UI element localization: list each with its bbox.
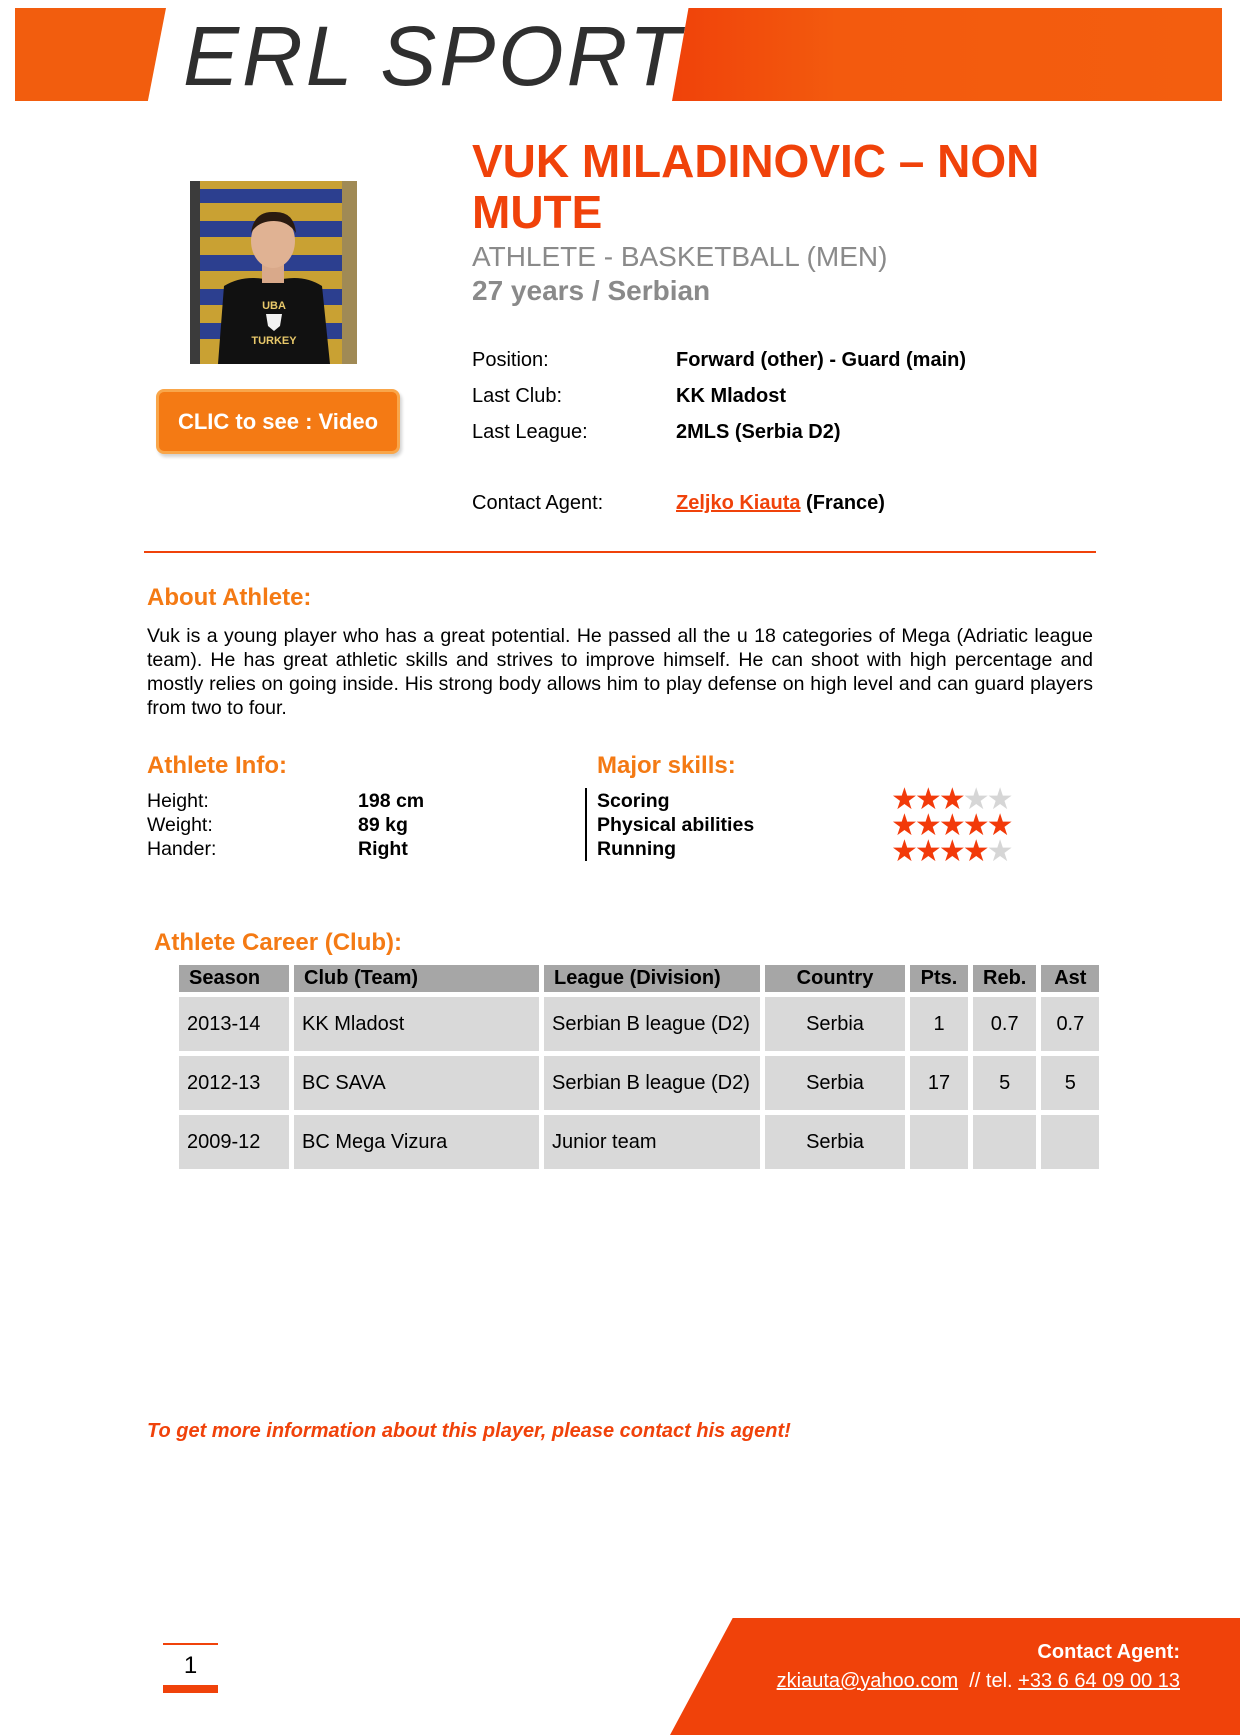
header-banner-left bbox=[15, 8, 166, 101]
star-filled-icon: ★ bbox=[938, 783, 963, 816]
footer-note: To get more information about this player, please contact his agent! bbox=[147, 1420, 791, 1442]
cell-league: Serbian B league (D2) bbox=[544, 997, 760, 1051]
section-divider bbox=[144, 551, 1096, 553]
col-ast: Ast bbox=[1041, 965, 1099, 992]
cell-league: Junior team bbox=[544, 1115, 760, 1169]
about-title: About Athlete: bbox=[147, 584, 312, 611]
hander-value: Right bbox=[358, 838, 408, 860]
star-filled-icon: ★ bbox=[914, 783, 939, 816]
star-filled-icon: ★ bbox=[891, 835, 915, 868]
shirt-text-uba: UBA bbox=[262, 300, 286, 312]
cell-pts: 1 bbox=[910, 997, 968, 1051]
position-value: Forward (other) - Guard (main) bbox=[676, 349, 966, 371]
cell-club: KK Mladost bbox=[294, 997, 539, 1051]
table-row bbox=[179, 1056, 1099, 1110]
career-header-row bbox=[179, 965, 1099, 992]
contact-agent-value bbox=[676, 492, 885, 515]
footer-email-link[interactable]: zkiauta@yahoo.com bbox=[776, 1670, 959, 1692]
star-filled-icon: ★ bbox=[938, 809, 963, 842]
page-number: 1 bbox=[183, 1652, 198, 1679]
about-text: Vuk is a young player who has a great potential. He passed all the u 18 categories of Mega (Adriatic league team). He has great athletic skills and strives to improve himself. He can shoot with high percentage and mostly relies on going inside. His strong body allows him to play defense on high level and can guard players from two to four. bbox=[147, 625, 1093, 719]
brand-logo: ERL SPORT bbox=[183, 9, 684, 103]
agent-country: (France) bbox=[806, 492, 885, 514]
col-pts: Pts. bbox=[910, 965, 968, 992]
star-empty-icon: ★ bbox=[986, 783, 1011, 816]
col-reb: Reb. bbox=[973, 965, 1036, 992]
cell-league: Serbian B league (D2) bbox=[544, 1056, 760, 1110]
footer-phone-link[interactable]: +33 6 64 09 00 13 bbox=[1018, 1670, 1180, 1692]
last-league-label: Last League: bbox=[472, 421, 588, 443]
header-banner-right bbox=[672, 8, 1222, 101]
table-row bbox=[179, 1115, 1099, 1169]
cell-season: 2009-12 bbox=[179, 1115, 289, 1169]
skill-scoring-label: Scoring bbox=[597, 790, 670, 812]
cell-pts bbox=[910, 1115, 968, 1169]
athlete-photo bbox=[190, 181, 357, 364]
height-value: 198 cm bbox=[358, 790, 425, 812]
star-filled-icon: ★ bbox=[914, 835, 939, 868]
major-skills-title: Major skills: bbox=[597, 752, 736, 779]
footer-contact-title: Contact Agent: bbox=[1037, 1641, 1180, 1663]
cell-country: Serbia bbox=[765, 1115, 905, 1169]
skill-running-stars bbox=[891, 835, 1011, 868]
page-number-rule-bottom bbox=[163, 1685, 218, 1693]
cell-club: BC Mega Vizura bbox=[294, 1115, 539, 1169]
cell-ast: 0.7 bbox=[1041, 997, 1099, 1051]
star-filled-icon: ★ bbox=[962, 809, 987, 842]
col-club: Club (Team) bbox=[294, 965, 539, 992]
agent-name-link[interactable]: Zeljko Kiauta bbox=[676, 492, 801, 514]
contact-agent-label: Contact Agent: bbox=[472, 492, 604, 514]
star-filled-icon: ★ bbox=[938, 835, 963, 868]
video-button[interactable]: CLIC to see : Video bbox=[156, 389, 400, 454]
career-table bbox=[174, 960, 1104, 1174]
career-title: Athlete Career (Club): bbox=[154, 929, 403, 956]
skill-running-label: Running bbox=[597, 838, 677, 860]
star-filled-icon: ★ bbox=[962, 835, 987, 868]
table-row bbox=[179, 997, 1099, 1051]
cell-reb: 0.7 bbox=[973, 997, 1036, 1051]
star-filled-icon: ★ bbox=[914, 809, 939, 842]
cell-country: Serbia bbox=[765, 1056, 905, 1110]
height-label: Height: bbox=[147, 790, 209, 812]
page-number-rule-top bbox=[163, 1643, 218, 1645]
cell-reb: 5 bbox=[973, 1056, 1036, 1110]
athlete-info-title: Athlete Info: bbox=[147, 752, 287, 779]
cell-pts: 17 bbox=[910, 1056, 968, 1110]
cell-season: 2013-14 bbox=[179, 997, 289, 1051]
cell-ast bbox=[1041, 1115, 1099, 1169]
star-empty-icon: ★ bbox=[986, 835, 1011, 868]
skill-physical-label: Physical abilities bbox=[597, 814, 755, 836]
star-empty-icon: ★ bbox=[962, 783, 987, 816]
hander-label: Hander: bbox=[147, 838, 217, 860]
cell-reb bbox=[973, 1115, 1036, 1169]
col-season: Season bbox=[179, 965, 289, 992]
weight-value: 89 kg bbox=[358, 814, 408, 836]
position-label: Position: bbox=[472, 349, 549, 371]
athlete-age-nationality: 27 years / Serbian bbox=[472, 275, 711, 306]
cell-club: BC SAVA bbox=[294, 1056, 539, 1110]
athlete-name: VUK MILADINOVIC – NON MUTE bbox=[472, 135, 1040, 238]
star-filled-icon: ★ bbox=[986, 809, 1011, 842]
star-filled-icon: ★ bbox=[891, 809, 915, 842]
cell-ast: 5 bbox=[1041, 1056, 1099, 1110]
cell-country: Serbia bbox=[765, 997, 905, 1051]
weight-label: Weight: bbox=[147, 814, 213, 836]
footer-separator: // tel. bbox=[958, 1670, 1019, 1692]
col-country: Country bbox=[765, 965, 905, 992]
last-league-value: 2MLS (Serbia D2) bbox=[676, 421, 841, 443]
col-league: League (Division) bbox=[544, 965, 760, 992]
last-club-value: KK Mladost bbox=[676, 385, 786, 407]
info-skills-divider bbox=[585, 788, 587, 861]
athlete-subtitle: ATHLETE - BASKETBALL (MEN) bbox=[472, 241, 888, 272]
shirt-text-turkey: TURKEY bbox=[251, 335, 297, 347]
star-filled-icon: ★ bbox=[891, 783, 915, 816]
cell-season: 2012-13 bbox=[179, 1056, 289, 1110]
last-club-label: Last Club: bbox=[472, 385, 563, 407]
footer-contact-line bbox=[777, 1670, 1180, 1693]
